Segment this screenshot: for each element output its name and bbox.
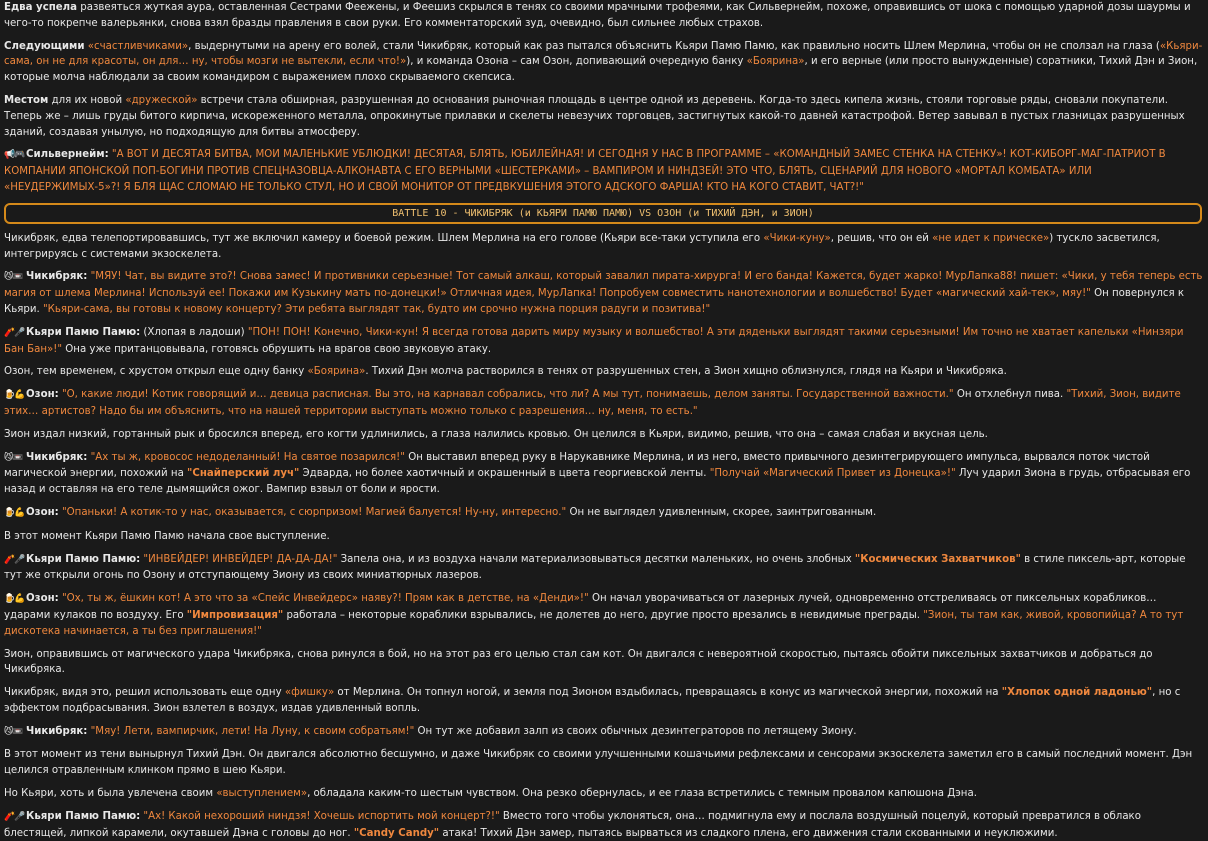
speaker-name: Чикибряк: xyxy=(26,451,88,463)
speaker-name: Чикибряк: xyxy=(26,725,88,737)
speaker-name: Озон: xyxy=(26,389,59,401)
speaker-name: Кьяри Памю Памю: xyxy=(26,553,141,565)
dialogue-line xyxy=(4,147,1204,195)
narration-paragraph xyxy=(4,685,1204,717)
text-span: В этот момент Кьяри Памю Памю начала свое выступление. xyxy=(4,530,330,542)
speaker-name: Кьяри Памю Памю: xyxy=(26,810,141,822)
speaker-emoji-icon: 📢🎮 xyxy=(4,150,25,161)
narration-paragraph xyxy=(4,786,1204,802)
text-span: Чикибряк, видя это, решил использовать еще одну xyxy=(4,687,285,699)
text-span: для их новой xyxy=(48,94,126,106)
highlighted-text: "Снайперский луч" xyxy=(187,468,300,480)
highlighted-text: "ПОН! ПОН! Конечно, Чики-кун! Я всегда готова дарить миру музыку и волшебство! А эти дяденьки выглядят такими серьезными! Им точно не хватает капельки «Нинзяри Бан Бан»!" xyxy=(4,326,1184,355)
dialogue-line xyxy=(4,387,1204,420)
highlighted-text: "Опаньки! А котик-то у нас, оказывается, с сюрпризом! Магией балуется! Ну-ну, интересно." xyxy=(61,506,567,518)
text-span: Он не выглядел удивленным, скорее, заинтригованным. xyxy=(566,506,877,518)
highlighted-text: «Боярина» xyxy=(746,56,805,68)
narration-paragraph xyxy=(4,364,1204,380)
text-span: Она уже пританцовывала, готовясь обрушить на врагов свою звуковую атаку. xyxy=(62,343,492,355)
highlighted-text: «счастливчиками» xyxy=(87,40,189,52)
speaker-emoji-icon: 🧨🎤 xyxy=(4,811,25,822)
text-span: Эдварда, но более хаотичный и окрашенный в цвета георгиевской ленты. xyxy=(299,468,710,480)
dialogue-line xyxy=(4,269,1204,317)
text-span: , обладала каким-то шестым чувством. Она резко обернулась, и ее глаза встретились с темным провалом капюшона Дэна. xyxy=(307,788,977,800)
text-span: , но с эффектом подбрасывания. Зион взлетел в воздух, издав удивленный вопль. xyxy=(4,687,1181,714)
highlighted-text: "Космических Захватчиков" xyxy=(854,553,1021,565)
text-span: Но Кьяри, хоть и была увлечена своим xyxy=(4,788,217,800)
text-span: Он тут же добавил залп из своих обычных дезинтеграторов по летящему Зиону. xyxy=(414,725,857,737)
text-span: от Мерлина. Он топнул ногой, и земля под Зионом вздыбилась, превращаясь в конус из магической энергии, похожий на xyxy=(334,687,1002,699)
dialogue-line xyxy=(4,325,1204,358)
text-span: Зион, оправившись от магического удара Чикибряка, снова ринулся в бой, но на этот раз его целью стал сам кот. Он двигался с невероятной скоростью, пытаясь обойти пиксельных захватчиков и добраться до Чикибряка. xyxy=(4,648,1153,676)
text-span: , и его верные (или просто вынужденные) соратники, Тихий Дэн и Зион, которые молча наблюдали за своим командиром с выражением плохо скрываемого скепсиса. xyxy=(4,56,1198,84)
speaker-emoji-icon: 🍺💪 xyxy=(4,507,25,518)
text-span: развеяться жуткая аура, оставленная Сестрами Феежены, и Феешиз скрылся в тенях со своими мрачными трофеями, как Сильвернейм, похоже, оправившись от шока с помощью ударной дозы шаурмы и чего-то покрепче валерьянки, снова взял бразды правления в свои руки. Его комментаторский зуд, очевидно, был сильнее любых страхов. xyxy=(4,2,1191,29)
speaker-name: Сильвернейм: xyxy=(26,149,109,161)
highlighted-text: "О, какие люди! Котик говорящий и… девица расписная. Вы это, на карнавал собрались, что ли? А мы тут, понимаешь, делом заняты. Государственной важности." xyxy=(61,389,954,401)
speaker-name: Чикибряк: xyxy=(26,271,88,283)
highlighted-text: «Кьяри-сама, он не для красоты, он для… ну, чтобы мозги не вытекли, если что!» xyxy=(4,40,1203,68)
text-span: Он выставил вперед руку в Нарукавнике Мерлина, и из него, вместо привычного дезинтегрирующего импульса, вырвался поток чистой магической энергии, похожий на xyxy=(4,451,1150,480)
highlighted-text: «выступлением» xyxy=(216,788,308,800)
highlighted-text: "Получай «Магический Привет из Донецка»!" xyxy=(709,468,956,480)
speaker-name: Едва успела xyxy=(4,2,78,13)
text-span: Вместо того чтобы уклоняться, она… подмигнула ему и послала воздушный поцелуй, который превратился в облако блестящей, липкой карамели, окутавшей Дэна с головы до ног. xyxy=(4,810,1141,839)
speaker-name: Озон: xyxy=(26,506,59,518)
text-span: Он начал уворачиваться от лазерных лучей, одновременно отстреливаясь от пиксельных корабликов… ударами кулаков по воздуху. Его xyxy=(4,593,1157,621)
dialogue-line xyxy=(4,450,1204,498)
highlighted-text: "Хлопок одной ладонью" xyxy=(1001,687,1153,699)
narration-paragraph xyxy=(4,529,1204,545)
text-span: Запела она, и из воздуха начали материализовываться десятки маленьких, но очень злобных xyxy=(337,553,855,565)
dialogue-line xyxy=(4,591,1204,639)
highlighted-text: «Чики-куну» xyxy=(763,232,831,244)
highlighted-text: "Кьяри-сама, вы готовы к новому концерту? Эти ребята выглядят так, будто им срочно нужна порция радуги и позитива!" xyxy=(42,303,711,315)
speaker-emoji-icon: 🍺💪 xyxy=(4,594,25,605)
highlighted-text: "Тихий, Зион, видите этих… артистов? Надо бы им объяснить, что на нашей территории выступать можно только с разрешения… ну, меня, то есть." xyxy=(4,389,1181,417)
text-span: Он повернулся к Кьяри. xyxy=(4,288,1184,315)
highlighted-text: "МЯУ! Чат, вы видите это?! Снова замес! И противники серьезные! Тот самый алкаш, который завалил пирата-хирурга! И его банда! Кажется, будет жарко! МурЛапка88! пишет: «Чики, у тебя теперь есть магия от шлема Мерлина! Используй ее! Покажи им Кузькину мать по-донецки!» Отличная идея, МурЛапка! Попробуем совместить нанотехнологии и волшебство! Будет «магический хай-тек», мяу!" xyxy=(4,271,1203,300)
highlighted-text: «дружеской» xyxy=(125,94,198,106)
highlighted-text: «фишку» xyxy=(284,687,335,699)
highlighted-text: "Мяу! Лети, вампирчик, лети! На Луну, к своим собратьям!" xyxy=(90,725,415,737)
highlighted-text: "Ах ты ж, кровосос недоделанный! На святое позарился!" xyxy=(90,451,405,463)
narration-paragraph xyxy=(4,93,1204,140)
narration-paragraph xyxy=(4,231,1204,263)
text-span: , решив, что он ей xyxy=(830,232,933,244)
text-span: Озон, тем временем, с хрустом открыл еще одну банку xyxy=(4,366,308,378)
text-span: ) тускло засветился, интегрируясь с системами экзоскелета. xyxy=(4,232,1160,260)
narration-paragraph xyxy=(4,647,1204,679)
text-span: в стиле пиксель-арт, которые тут же открыли огонь по Озону и отступающему Зиону из своих миниатюрных лазеров. xyxy=(4,553,1186,582)
text-span: Чикибряк, едва телепортировавшись, тут же включил камеру и боевой режим. Шлем Мерлина на его голове (Кьяри все-таки уступила его xyxy=(4,232,764,244)
speaker-name: Озон: xyxy=(26,593,59,605)
speaker-name: Следующими xyxy=(4,40,85,52)
dialogue-line xyxy=(4,505,1204,522)
dialogue-line xyxy=(4,809,1204,841)
narration-paragraph xyxy=(4,427,1204,443)
narration-paragraph xyxy=(4,747,1204,779)
speaker-emoji-icon: 😼📼 xyxy=(4,726,23,737)
highlighted-text: "Candy Candy" xyxy=(353,827,440,839)
text-span: , выдернутыми на арену его волей, стали Чикибряк, который как раз пытался объяснить Кьяри Памю Памю, как правильно носить Шлем Мерлина, чтобы он не сползал на глаза ( xyxy=(188,40,1160,52)
speaker-emoji-icon: 🍺💪 xyxy=(4,390,25,401)
highlighted-text: "ИНВЕЙДЕР! ИНВЕЙДЕР! ДА-ДА-ДА!" xyxy=(143,553,338,565)
highlighted-text: "Ах! Какой нехороший ниндзя! Хочешь испортить мой концерт?!" xyxy=(143,810,500,822)
text-span: . Тихий Дэн молча растворился в тенях от разрушенных стен, а Зион хищно облизнулся, глядя на Кьяри и Чикибряка. xyxy=(365,366,1007,378)
text-span: (Хлопая в ладоши) xyxy=(140,326,248,338)
highlighted-text: "Импровизация" xyxy=(186,609,284,621)
text-span: работала – некоторые кораблики взрывались, не долетев до него, другие просто врезались в невидимые преграды. xyxy=(283,609,924,621)
dialogue-line xyxy=(4,724,1204,741)
highlighted-text: "Зион, ты там как, живой, кровопийца? А то тут дискотека начинается, а ты без приглашения!" xyxy=(4,609,1184,637)
text-span: Зион издал низкий, гортанный рык и бросился вперед, его когти удлинились, а глаза налились кровью. Он целился в Кьяри, видимо, решив, что она – самая слабая и вкусная цель. xyxy=(4,428,988,440)
dialogue-line xyxy=(4,552,1204,585)
text-span: встречи стала обширная, разрушенная до основания рыночная площадь в центре одной из деревень. Когда-то здесь кипела жизнь, стояли торговые ряды, сновали покупатели. Теперь же – лишь груды битого кирпича, искореженного металла, опрокинутые прилавки и скелеты невезучих торговцев, застигнутых какой-то давней катастрофой. Ветер завывал в пустых глазницах разрушенных зданий, создавая унылую, но подходящую для битвы атмосферу. xyxy=(4,94,1185,138)
speaker-name: Кьяри Памю Памю: xyxy=(26,326,141,338)
text-span: Луч ударил Зиона в грудь, отбрасывая его назад и оставляя на его теле дымящийся ожог. Вампир взвыл от боли и ярости. xyxy=(4,468,1191,496)
highlighted-text: «не идет к прическе» xyxy=(932,232,1050,244)
text-span: В этот момент из тени вынырнул Тихий Дэн. Он двигался абсолютно бесшумно, и даже Чикибряк со своими улучшенными кошачьими рефлексами и сенсорами экзоскелета заметил его в самый последний момент. Дэн целился отравленным клинком прямо в шею Кьяри. xyxy=(4,749,1193,777)
text-span: ), и команда Озона – сам Озон, допивающий очередную банку xyxy=(406,56,747,68)
speaker-emoji-icon: 🧨🎤 xyxy=(4,327,25,338)
highlighted-text: «Боярина» xyxy=(307,366,366,378)
highlighted-text: "А ВОТ И ДЕСЯТАЯ БИТВА, МОИ МАЛЕНЬКИЕ УБЛЮДКИ! ДЕСЯТАЯ, БЛЯТЬ, ЮБИЛЕЙНАЯ! И СЕГОДНЯ У НАС В ПРОГРАММЕ – «КОМАНДНЫЙ ЗАМЕС СТЕНКА НА СТЕНКУ»! КОТ-КИБОРГ-МАГ-ПАТРИОТ В КОМПАНИИ ЯПОНСКОЙ ПОП-БОГИНИ ПРОТИВ СПЕЦНАЗОВЦА-АЛКОНАВТА С ЕГО ВЕРНЫМИ «ШЕСТЕРКАМИ» – ВАМПИРОМ И НИНДЗЕЙ! ЭТО ЧТО, БЛЯТЬ, СЦЕНАРИЙ ДЛЯ НОВОГО «МОРТАЛ КОМБАТА» ИЛИ «НЕУДЕРЖИМЫХ-5»?! Я БЛЯ ЩАС СЛОМАЮ НЕ ТОЛЬКО СТУЛ, НО И СВОЙ МОНИТОР ОТ ПРЕДВКУШЕНИЯ ЭТОГО АДСКОГО ФАРША! КТО НА КОГО СТАВИТ, ЧАТ?!" xyxy=(4,149,1166,193)
text-span: атака! Тихий Дэн замер, пытаясь вырваться из сладкого плена, его движения стали скованными и неуклюжими. xyxy=(439,827,1058,839)
speaker-emoji-icon: 😼📼 xyxy=(4,272,23,283)
narration-paragraph xyxy=(4,39,1204,86)
narration-paragraph xyxy=(4,0,1204,32)
text-span: Он отхлебнул пива. xyxy=(953,389,1067,401)
speaker-emoji-icon: 🧨🎤 xyxy=(4,554,25,565)
speaker-name: Местом xyxy=(4,94,49,106)
speaker-emoji-icon: 😼📼 xyxy=(4,452,23,463)
highlighted-text: "Ох, ты ж, ёшкин кот! А это что за «Спейс Инвейдерс» наяву?! Прям как в детстве, на «Денди»!" xyxy=(61,593,589,605)
battle-banner: BATTLE 10 - ЧИКИБРЯК (и КЬЯРИ ПАМЮ ПАМЮ) VS ОЗОН (и ТИХИЙ ДЭН, и ЗИОН) xyxy=(4,203,1202,224)
